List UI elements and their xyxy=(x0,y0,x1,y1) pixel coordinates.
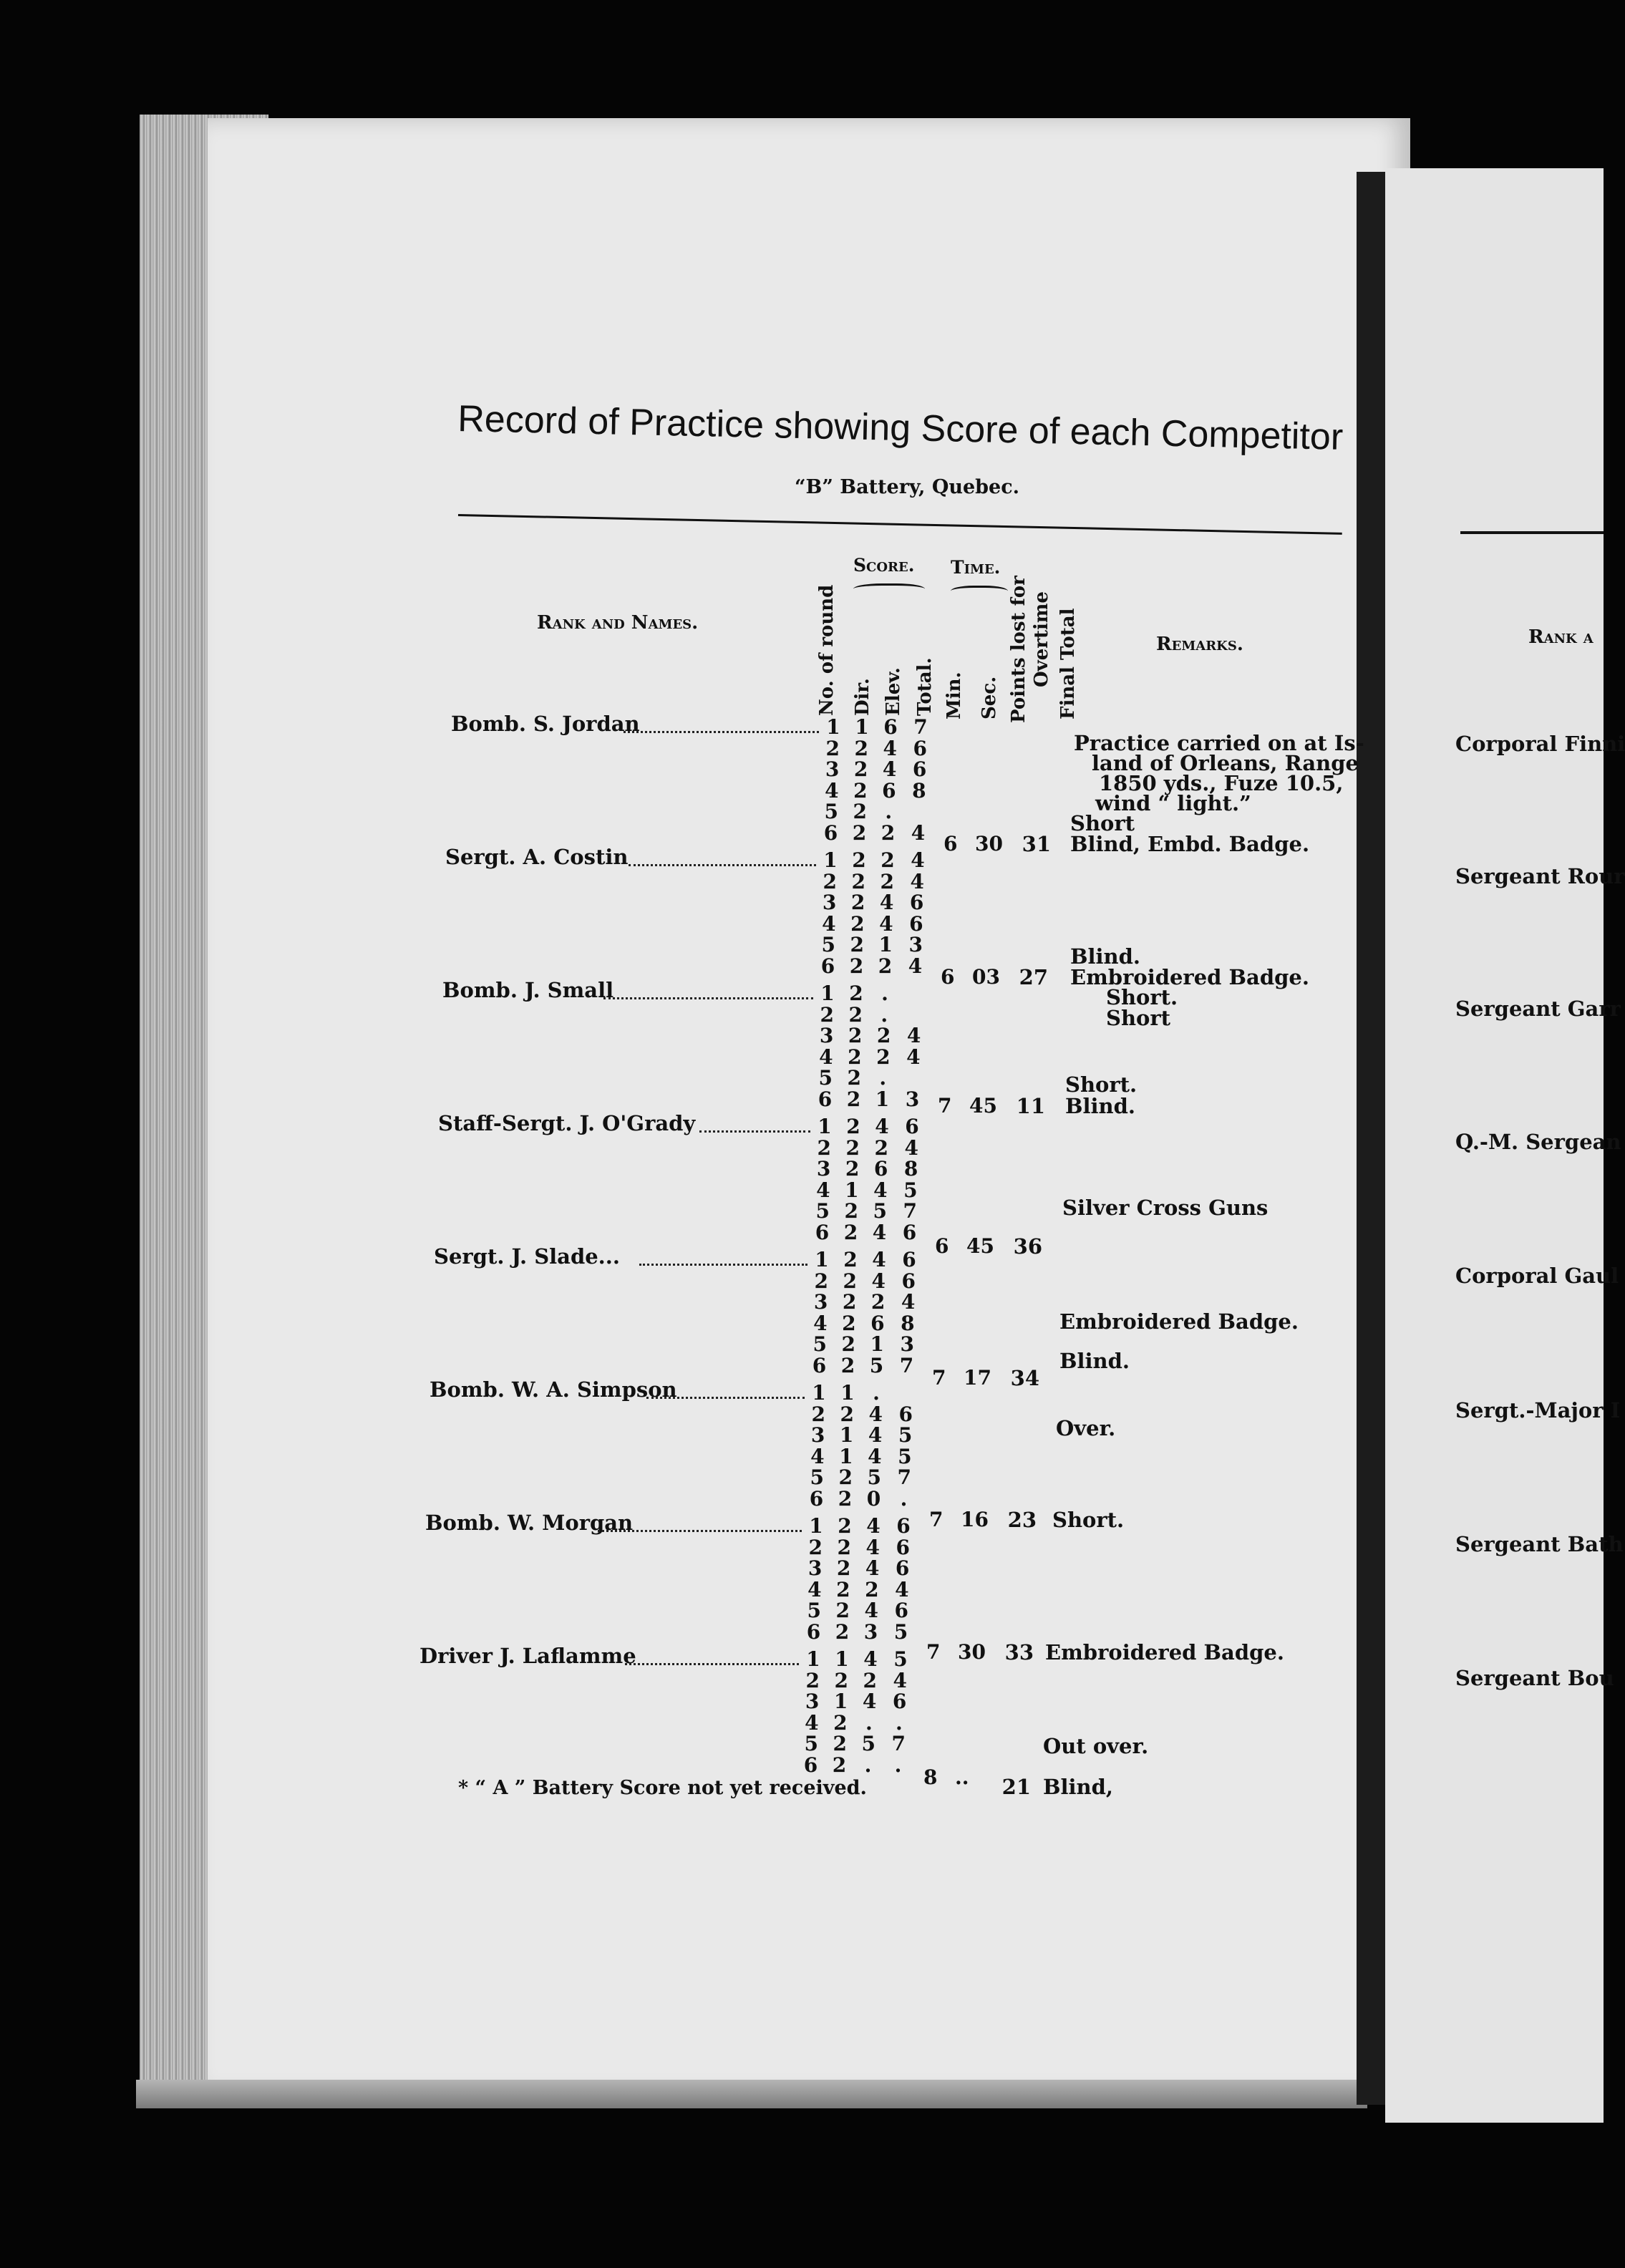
dir-score: 1 xyxy=(839,1444,853,1468)
elev-score: 1 xyxy=(878,933,893,956)
dir-score: 2 xyxy=(837,1535,852,1559)
dir-score: 2 xyxy=(842,1311,856,1335)
header-final-total: Final Total xyxy=(1057,608,1079,719)
round-number: 5 xyxy=(821,933,835,956)
total-score: 6 xyxy=(913,736,928,760)
dir-score: 2 xyxy=(846,1087,861,1111)
elev-score: 4 xyxy=(883,736,898,760)
final-total: 27 xyxy=(1019,965,1048,989)
dir-score: 2 xyxy=(841,1332,855,1356)
right-page-rule xyxy=(1460,531,1604,534)
book-bottom-edge xyxy=(136,2080,1367,2108)
round-number: 6 xyxy=(820,954,835,978)
final-total: 11 xyxy=(1016,1094,1045,1118)
final-total: 21 xyxy=(1001,1775,1031,1799)
round-number: 1 xyxy=(806,1647,820,1671)
header-score: Score. xyxy=(853,555,915,576)
final-total: 33 xyxy=(1004,1640,1034,1664)
dir-score: 2 xyxy=(853,757,868,781)
round-number: 4 xyxy=(819,1045,833,1069)
dir-score: 2 xyxy=(843,1269,858,1293)
right-page-competitor-name: Corporal Finni xyxy=(1455,732,1625,756)
remark-text: Practice carried on at Is- xyxy=(1074,731,1364,755)
dotted-leader xyxy=(646,1395,805,1399)
remark-text: Short. xyxy=(1065,1072,1138,1097)
total-score: 6 xyxy=(909,911,923,936)
time-sec: 45 xyxy=(966,1234,994,1258)
score-brace xyxy=(853,583,925,597)
total-score: 4 xyxy=(893,1668,908,1692)
dir-score: 1 xyxy=(845,1178,859,1202)
dir-score: 1 xyxy=(835,1647,849,1671)
round-number: 2 xyxy=(820,1002,835,1027)
time-sec: 16 xyxy=(961,1508,989,1531)
elev-score: . xyxy=(881,1002,888,1027)
time-min: 6 xyxy=(944,832,958,856)
header-min: Min. xyxy=(944,672,965,719)
elev-score: . xyxy=(865,1710,873,1735)
dir-score: 2 xyxy=(844,1199,858,1223)
total-score: 5 xyxy=(903,1178,918,1202)
elev-score: 2 xyxy=(874,1135,889,1160)
time-sec: 30 xyxy=(958,1640,986,1664)
competitor-name: Bomb. S. Jordan xyxy=(451,712,640,736)
total-score: 5 xyxy=(893,1647,908,1671)
time-min: 8 xyxy=(923,1765,938,1789)
round-number: 3 xyxy=(813,1290,828,1314)
elev-score: 2 xyxy=(876,1045,891,1069)
remark-text: 1850 yds., Fuze 10.5, xyxy=(1099,771,1344,795)
round-number: 2 xyxy=(823,869,838,893)
dotted-leader xyxy=(639,1261,807,1266)
elev-score: 4 xyxy=(872,1248,886,1271)
elev-score: 2 xyxy=(863,1668,878,1692)
right-page-competitor-name: Sergeant Bou xyxy=(1455,1666,1614,1690)
total-score: 6 xyxy=(912,757,927,781)
elev-score: 6 xyxy=(873,1157,888,1181)
dir-score: 2 xyxy=(854,736,869,760)
dir-score: 2 xyxy=(836,1577,850,1601)
total-score: 4 xyxy=(911,820,926,845)
remark-text: Embroidered Badge. xyxy=(1059,1309,1299,1334)
header-remarks: Remarks. xyxy=(1156,634,1243,655)
dir-score: 2 xyxy=(850,891,865,914)
round-number: 1 xyxy=(826,715,840,739)
dir-score: 2 xyxy=(845,1135,860,1160)
elev-score: 2 xyxy=(865,1577,879,1601)
round-number: 4 xyxy=(825,778,839,803)
dir-score: 2 xyxy=(838,1514,852,1538)
total-score: 6 xyxy=(898,1402,913,1426)
total-score: 8 xyxy=(903,1157,918,1181)
dir-score: 2 xyxy=(848,1045,862,1069)
round-number: 2 xyxy=(814,1269,829,1293)
dir-score: 2 xyxy=(834,1668,849,1692)
right-page-competitor-name: Sergeant Bath xyxy=(1455,1532,1624,1556)
time-sec: 45 xyxy=(969,1094,997,1118)
header-total: Total. xyxy=(914,657,936,716)
dotted-leader xyxy=(624,729,820,733)
dotted-leader xyxy=(629,862,816,866)
header-overtime: Overtime xyxy=(1031,591,1052,687)
elev-score: 4 xyxy=(868,1423,883,1447)
elev-score: 6 xyxy=(883,715,898,739)
round-number: 3 xyxy=(825,757,840,781)
total-score: 7 xyxy=(899,1353,914,1377)
dir-score: 2 xyxy=(836,1556,851,1580)
dir-score: 2 xyxy=(846,1115,860,1138)
elev-score: 4 xyxy=(866,1514,881,1538)
total-score: 4 xyxy=(908,954,923,978)
dir-score: 2 xyxy=(852,820,867,845)
elev-score: 4 xyxy=(865,1535,881,1559)
footnote: * “ A ” Battery Score not yet received. xyxy=(458,1777,867,1799)
total-score: 4 xyxy=(906,1024,921,1047)
total-score: 5 xyxy=(898,1444,912,1468)
remark-text: wind “ light.” xyxy=(1095,791,1251,815)
remark-text: Short xyxy=(1106,1006,1171,1030)
dir-score: 1 xyxy=(840,1381,855,1405)
dir-score: 2 xyxy=(833,1710,848,1735)
elev-score: 4 xyxy=(868,1402,883,1426)
elev-score: 3 xyxy=(863,1619,878,1644)
dir-score: 2 xyxy=(853,800,867,823)
remark-text: Blind, Embd. Badge. xyxy=(1070,832,1310,856)
dir-score: 2 xyxy=(850,933,864,956)
remark-text: Embroidered Badge. xyxy=(1070,965,1309,989)
elev-score: 4 xyxy=(875,1115,889,1138)
total-score: . xyxy=(894,1753,902,1777)
competitor-name: Sergt. J. Slade... xyxy=(434,1244,620,1269)
dir-score: 2 xyxy=(849,954,864,978)
dir-score: 2 xyxy=(842,1290,857,1314)
elev-score: 4 xyxy=(864,1599,878,1622)
round-number: 6 xyxy=(806,1619,821,1644)
final-total: 36 xyxy=(1013,1234,1042,1259)
header-time: Time. xyxy=(951,557,1001,578)
dotted-leader xyxy=(598,1528,802,1532)
right-page-competitor-name: Corporal Gaul xyxy=(1455,1264,1619,1288)
remark-text: Blind. xyxy=(1059,1349,1130,1373)
dotted-leader xyxy=(625,1661,799,1665)
round-number: 2 xyxy=(811,1402,826,1426)
dir-score: 2 xyxy=(840,1402,855,1426)
round-number: 3 xyxy=(816,1157,831,1181)
total-score: 3 xyxy=(908,933,923,956)
elev-score: 4 xyxy=(865,1556,880,1580)
round-number: 1 xyxy=(820,982,835,1005)
total-score: 6 xyxy=(905,1115,919,1138)
elev-score: 4 xyxy=(873,1178,888,1202)
dir-score: 2 xyxy=(843,1248,858,1271)
dir-score: 2 xyxy=(851,869,866,893)
dir-score: 2 xyxy=(838,1486,853,1511)
page-title: Record of Practice showing Score of each Competitor xyxy=(457,397,1344,458)
round-number: 1 xyxy=(815,1248,829,1271)
round-number: 4 xyxy=(807,1577,822,1601)
book-gutter xyxy=(1357,172,1385,2105)
remark-text: Blind, xyxy=(1043,1775,1114,1799)
elev-score: . xyxy=(873,1381,880,1405)
elev-score: 2 xyxy=(880,869,895,893)
competitor-name: Bomb. J. Small xyxy=(442,978,614,1002)
round-number: 3 xyxy=(807,1556,823,1580)
total-score: 3 xyxy=(900,1332,914,1356)
time-min: 6 xyxy=(935,1234,949,1258)
dir-score: 2 xyxy=(847,1066,861,1090)
round-number: 4 xyxy=(805,1710,819,1735)
round-number: 1 xyxy=(818,1115,832,1138)
round-number: 6 xyxy=(815,1220,830,1244)
right-page-competitor-name: Sergeant Garr xyxy=(1455,997,1621,1021)
dir-score: 2 xyxy=(850,911,865,936)
dir-score: 2 xyxy=(843,1220,858,1244)
final-total: 31 xyxy=(1022,832,1051,856)
round-number: 5 xyxy=(815,1199,830,1223)
elev-score: 4 xyxy=(879,911,893,936)
round-number: 6 xyxy=(809,1486,824,1511)
total-score: 8 xyxy=(912,778,926,803)
elev-score: 4 xyxy=(879,891,894,914)
round-number: 3 xyxy=(805,1690,820,1713)
right-page-competitor-name: Sergt.-Major I xyxy=(1455,1398,1621,1423)
right-page-header: Rank a xyxy=(1528,626,1594,648)
time-min: 7 xyxy=(938,1094,952,1118)
dir-score: 2 xyxy=(849,982,863,1005)
total-score: 6 xyxy=(896,1535,911,1559)
dir-score: 2 xyxy=(848,1002,863,1027)
total-score: 7 xyxy=(913,715,928,739)
remark-text: Short. xyxy=(1052,1508,1125,1532)
remark-text: Silver Cross Guns xyxy=(1062,1196,1269,1220)
elev-score: 1 xyxy=(875,1087,890,1111)
total-score: 6 xyxy=(896,1514,911,1538)
remark-text: Out over. xyxy=(1043,1734,1149,1758)
total-score: 4 xyxy=(906,1045,921,1069)
elev-score: 0 xyxy=(866,1486,881,1511)
time-sec: 30 xyxy=(975,832,1003,856)
dir-score: 2 xyxy=(852,848,866,872)
elev-score: 4 xyxy=(868,1444,882,1468)
total-score: 5 xyxy=(893,1619,908,1644)
remark-text: Blind. xyxy=(1065,1094,1136,1118)
time-sec: 03 xyxy=(972,965,1000,989)
header-no-of-round: No. of round xyxy=(816,584,838,716)
elev-score: 5 xyxy=(869,1353,884,1377)
round-number: 6 xyxy=(818,1087,833,1111)
elev-score: 4 xyxy=(872,1220,887,1244)
competitor-name: Bomb. W. Morgan xyxy=(425,1511,634,1535)
dotted-leader xyxy=(699,1128,811,1133)
round-number: 3 xyxy=(810,1423,825,1447)
dotted-leader xyxy=(603,995,813,999)
elev-score: 5 xyxy=(873,1199,887,1223)
round-number: 5 xyxy=(812,1332,827,1356)
dir-score: 2 xyxy=(845,1157,860,1181)
total-score: 7 xyxy=(891,1732,906,1755)
round-number: 6 xyxy=(823,820,838,845)
time-sec: 17 xyxy=(964,1366,991,1390)
round-number: 4 xyxy=(816,1178,830,1202)
dir-score: 1 xyxy=(855,715,869,739)
competitor-name: Sergt. A. Costin xyxy=(445,845,629,869)
remark-text: land of Orleans, Range xyxy=(1092,751,1359,775)
dir-score: 2 xyxy=(848,1024,863,1047)
dir-score: 2 xyxy=(840,1353,855,1377)
elev-score: 2 xyxy=(870,1290,886,1314)
remark-text: Short xyxy=(1070,811,1135,835)
total-score: 5 xyxy=(898,1423,913,1447)
time-min: 7 xyxy=(929,1508,944,1531)
total-score: 4 xyxy=(910,869,925,893)
total-score: 6 xyxy=(895,1556,910,1580)
total-score: 4 xyxy=(904,1135,919,1160)
remark-text: Short. xyxy=(1106,985,1178,1009)
elev-score: 5 xyxy=(861,1732,875,1755)
time-min: 7 xyxy=(926,1640,941,1664)
elev-score: 4 xyxy=(862,1690,877,1713)
round-number: 5 xyxy=(810,1465,824,1489)
dir-score: 2 xyxy=(835,1619,850,1644)
elev-score: 4 xyxy=(871,1269,886,1293)
round-number: 2 xyxy=(825,736,840,760)
header-rank-names: Rank and Names. xyxy=(537,612,699,634)
dir-score: 2 xyxy=(833,1732,847,1755)
total-score: 3 xyxy=(905,1087,920,1111)
total-score: 6 xyxy=(892,1690,907,1713)
elev-score: 2 xyxy=(876,1024,891,1047)
round-number: 5 xyxy=(807,1599,821,1622)
total-score: 8 xyxy=(901,1311,915,1335)
elev-score: 1 xyxy=(870,1332,884,1356)
elev-score: . xyxy=(885,800,893,823)
header-dir: Dir. xyxy=(852,678,873,716)
total-score: 7 xyxy=(903,1199,917,1223)
header-points-lost: Points lost for xyxy=(1008,576,1029,723)
round-number: 4 xyxy=(810,1444,825,1468)
competitor-name: Bomb. W. A. Simpson xyxy=(430,1377,677,1402)
elev-score: 4 xyxy=(882,757,897,781)
round-number: 1 xyxy=(812,1381,826,1405)
round-number: 3 xyxy=(819,1024,834,1047)
total-score: 4 xyxy=(895,1577,909,1601)
round-number: 4 xyxy=(822,911,836,936)
remark-text: Over. xyxy=(1056,1416,1116,1440)
page-subtitle: “B” Battery, Quebec. xyxy=(795,476,1020,498)
total-score: 6 xyxy=(894,1599,908,1622)
total-score: 4 xyxy=(911,848,925,872)
elev-score: . xyxy=(864,1753,872,1777)
dir-score: 2 xyxy=(832,1753,847,1777)
round-number: 1 xyxy=(823,848,838,872)
time-sec: .. xyxy=(955,1765,969,1789)
round-number: 2 xyxy=(817,1135,832,1160)
round-number: 5 xyxy=(818,1066,833,1090)
final-total: 34 xyxy=(1010,1366,1039,1390)
elev-score: 6 xyxy=(882,778,896,803)
total-score: . xyxy=(900,1486,908,1511)
total-score: 6 xyxy=(902,1248,916,1271)
header-sec: Sec. xyxy=(979,676,1000,719)
elev-score: 6 xyxy=(870,1311,885,1335)
elev-score: 4 xyxy=(863,1647,878,1671)
round-number: 6 xyxy=(803,1753,818,1777)
elev-score: 5 xyxy=(867,1465,881,1489)
dir-score: 1 xyxy=(839,1423,854,1447)
dir-score: 1 xyxy=(833,1690,848,1713)
elev-score: 2 xyxy=(881,820,896,845)
time-min: 6 xyxy=(941,965,955,989)
total-score: 6 xyxy=(909,891,924,914)
competitor-name: Staff-Sergt. J. O'Grady xyxy=(438,1111,696,1135)
elev-score: 2 xyxy=(881,848,895,872)
time-min: 7 xyxy=(932,1366,946,1390)
total-score: 7 xyxy=(897,1465,911,1489)
right-page-competitor-name: Q.-M. Sergean xyxy=(1455,1130,1621,1154)
round-number: 5 xyxy=(804,1732,818,1755)
total-score: 6 xyxy=(902,1220,917,1244)
final-total: 23 xyxy=(1007,1508,1037,1532)
total-score: 4 xyxy=(901,1290,916,1314)
header-elev: Elev. xyxy=(883,667,904,716)
round-number: 1 xyxy=(809,1514,823,1538)
round-number: 4 xyxy=(813,1311,828,1335)
competitor-name: Driver J. Laflamme xyxy=(419,1644,636,1668)
round-number: 6 xyxy=(812,1353,827,1377)
dir-score: 2 xyxy=(838,1465,853,1489)
round-number: 2 xyxy=(808,1535,823,1559)
elev-score: 2 xyxy=(878,954,893,978)
total-score: . xyxy=(896,1710,903,1735)
round-number: 3 xyxy=(822,891,837,914)
dir-score: 2 xyxy=(835,1599,850,1622)
elev-score: . xyxy=(879,1066,887,1090)
round-number: 2 xyxy=(805,1668,820,1692)
elev-score: . xyxy=(881,982,888,1005)
total-score: 6 xyxy=(901,1269,916,1293)
time-brace xyxy=(951,586,1008,599)
remark-text: Embroidered Badge. xyxy=(1045,1640,1284,1664)
remark-text: Blind. xyxy=(1070,944,1141,969)
dir-score: 2 xyxy=(853,778,868,803)
round-number: 5 xyxy=(824,800,838,823)
right-page-competitor-name: Sergeant Rour xyxy=(1455,864,1625,888)
